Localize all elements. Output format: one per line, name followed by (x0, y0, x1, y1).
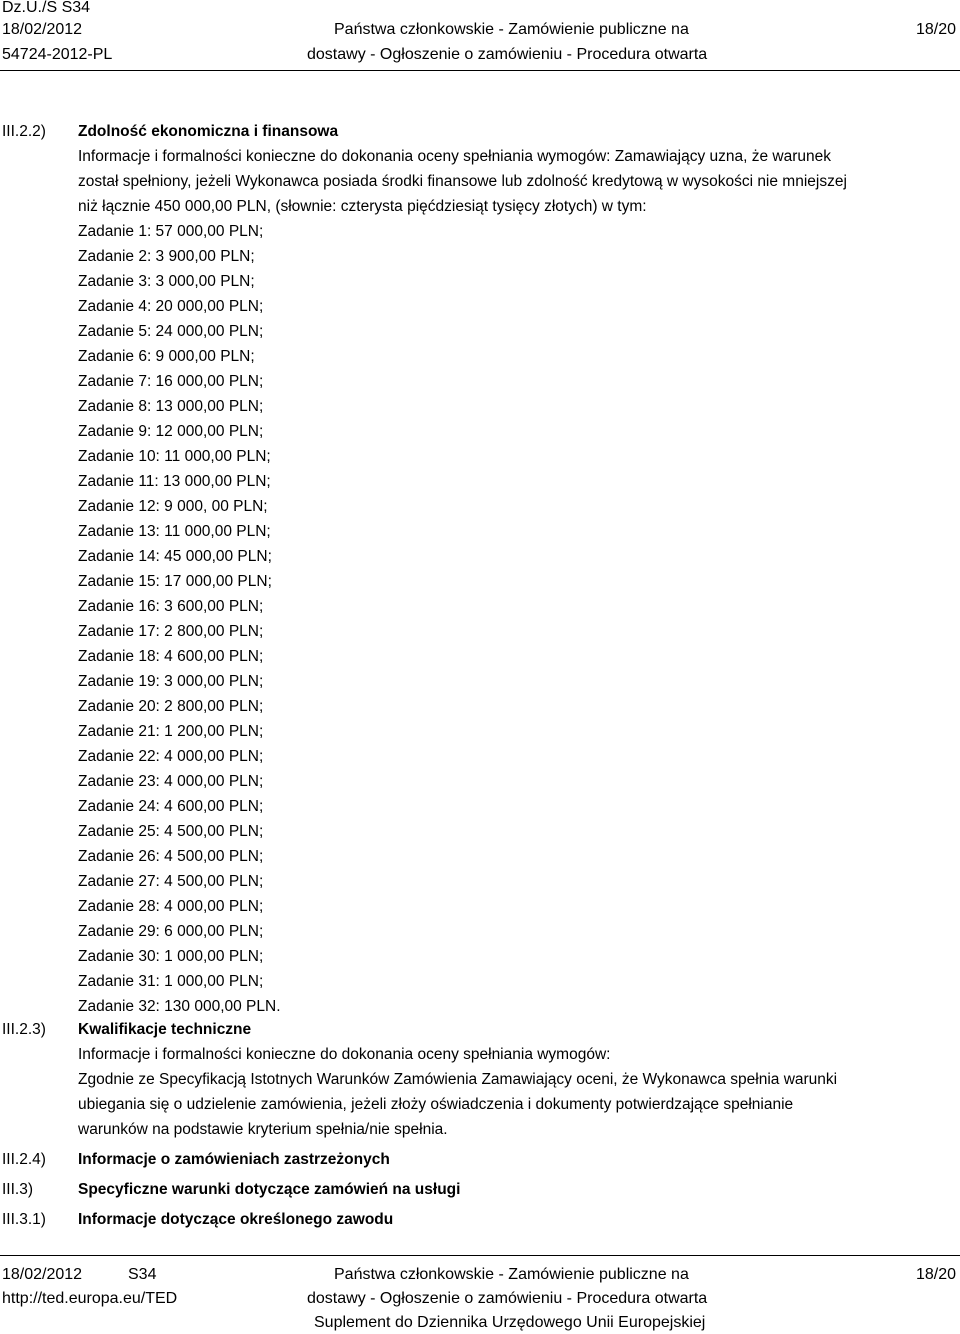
section-text-line: warunków na podstawie kryterium spełnia/nie spełnia. (78, 1121, 448, 1138)
section-number: III.2.2) (2, 123, 46, 140)
section-heading: Informacje dotyczące określonego zawodu (78, 1211, 394, 1228)
footer-divider (0, 1255, 960, 1256)
task-item: Zadanie 8: 13 000,00 PLN; (78, 398, 264, 415)
section-number: III.3) (2, 1181, 34, 1198)
task-item: Zadanie 23: 4 000,00 PLN; (78, 773, 264, 790)
task-item: Zadanie 29: 6 000,00 PLN; (78, 923, 264, 940)
footer-title-line1: Państwa członkowskie - Zamówienie publiczne na (334, 1266, 689, 1283)
section-number: III.3.1) (2, 1211, 46, 1228)
section-number: III.2.3) (2, 1021, 46, 1038)
section-heading: Zdolność ekonomiczna i finansowa (78, 123, 339, 140)
footer-series: S34 (128, 1266, 157, 1283)
header-title-line1: Państwa członkowskie - Zamówienie publiczne na (334, 21, 689, 38)
task-item: Zadanie 3: 3 000,00 PLN; (78, 273, 255, 290)
header-divider (0, 70, 960, 71)
header-title-line2: dostawy - Ogłoszenie o zamówieniu - Procedura otwarta (307, 46, 708, 63)
footer-date: 18/02/2012 (2, 1266, 83, 1283)
task-item: Zadanie 18: 4 600,00 PLN; (78, 648, 264, 665)
section-text-line: Informacje i formalności konieczne do dokonania oceny spełniania wymogów: Zamawiający uzna, że warunek (78, 148, 831, 165)
footer-title-line3: Suplement do Dziennika Urzędowego Unii Europejskiej (314, 1314, 706, 1331)
task-item: Zadanie 6: 9 000,00 PLN; (78, 348, 255, 365)
task-item: Zadanie 4: 20 000,00 PLN; (78, 298, 264, 315)
task-item: Zadanie 22: 4 000,00 PLN; (78, 748, 264, 765)
section-text-line: ubiegania się o udzielenie zamówienia, jeżeli złoży oświadczenia i dokumenty potwierdzające spełnianie (78, 1096, 794, 1113)
task-item: Zadanie 10: 11 000,00 PLN; (78, 448, 271, 465)
section-number: III.2.4) (2, 1151, 46, 1168)
task-item: Zadanie 11: 13 000,00 PLN; (78, 473, 271, 490)
task-item: Zadanie 12: 9 000, 00 PLN; (78, 498, 268, 515)
section-heading: Specyficzne warunki dotyczące zamówień na usługi (78, 1181, 461, 1198)
task-item: Zadanie 21: 1 200,00 PLN; (78, 723, 264, 740)
task-item: Zadanie 26: 4 500,00 PLN; (78, 848, 264, 865)
task-item: Zadanie 15: 17 000,00 PLN; (78, 573, 272, 590)
section-text-line: niż łącznie 450 000,00 PLN, (słownie: czterysta pięćdziesiąt tysięcy złotych) w tym: (78, 198, 647, 215)
task-item: Zadanie 24: 4 600,00 PLN; (78, 798, 264, 815)
section-heading: Kwalifikacje techniczne (78, 1021, 252, 1038)
header-date: 18/02/2012 (2, 21, 83, 38)
task-item: Zadanie 31: 1 000,00 PLN; (78, 973, 264, 990)
task-list (78, 219, 281, 1019)
task-item: Zadanie 27: 4 500,00 PLN; (78, 873, 264, 890)
task-item: Zadanie 25: 4 500,00 PLN; (78, 823, 264, 840)
task-item: Zadanie 5: 24 000,00 PLN; (78, 323, 264, 340)
header-notice-id: 54724-2012-PL (2, 46, 113, 63)
task-item: Zadanie 28: 4 000,00 PLN; (78, 898, 264, 915)
task-item: Zadanie 2: 3 900,00 PLN; (78, 248, 255, 265)
task-item: Zadanie 1: 57 000,00 PLN; (78, 223, 264, 240)
task-item: Zadanie 14: 45 000,00 PLN; (78, 548, 272, 565)
footer-url[interactable]: http://ted.europa.eu/TED (2, 1290, 178, 1307)
footer-page: 18/20 (915, 1266, 956, 1283)
header-page: 18/20 (915, 21, 956, 38)
task-item: Zadanie 30: 1 000,00 PLN; (78, 948, 264, 965)
task-item: Zadanie 13: 11 000,00 PLN; (78, 523, 271, 540)
task-item: Zadanie 17: 2 800,00 PLN; (78, 623, 264, 640)
task-item: Zadanie 9: 12 000,00 PLN; (78, 423, 264, 440)
section-text-line: Informacje i formalności konieczne do dokonania oceny spełniania wymogów: (78, 1046, 611, 1063)
task-item: Zadanie 7: 16 000,00 PLN; (78, 373, 264, 390)
task-item: Zadanie 32: 130 000,00 PLN. (78, 998, 281, 1015)
task-item: Zadanie 19: 3 000,00 PLN; (78, 673, 264, 690)
footer-title-line2: dostawy - Ogłoszenie o zamówieniu - Procedura otwarta (307, 1290, 708, 1307)
section-text-line: został spełniony, jeżeli Wykonawca posiada środki finansowe lub zdolność kredytową w wysokości nie mniejszej (78, 173, 847, 190)
section-heading: Informacje o zamówieniach zastrzeżonych (78, 1151, 390, 1168)
task-item: Zadanie 20: 2 800,00 PLN; (78, 698, 264, 715)
header-journal: Dz.U./S S34 (2, 0, 91, 16)
section-text-line: Zgodnie ze Specyfikacją Istotnych Warunków Zamówienia Zamawiający oceni, że Wykonawca spełnia warunki (78, 1071, 838, 1088)
task-item: Zadanie 16: 3 600,00 PLN; (78, 598, 264, 615)
